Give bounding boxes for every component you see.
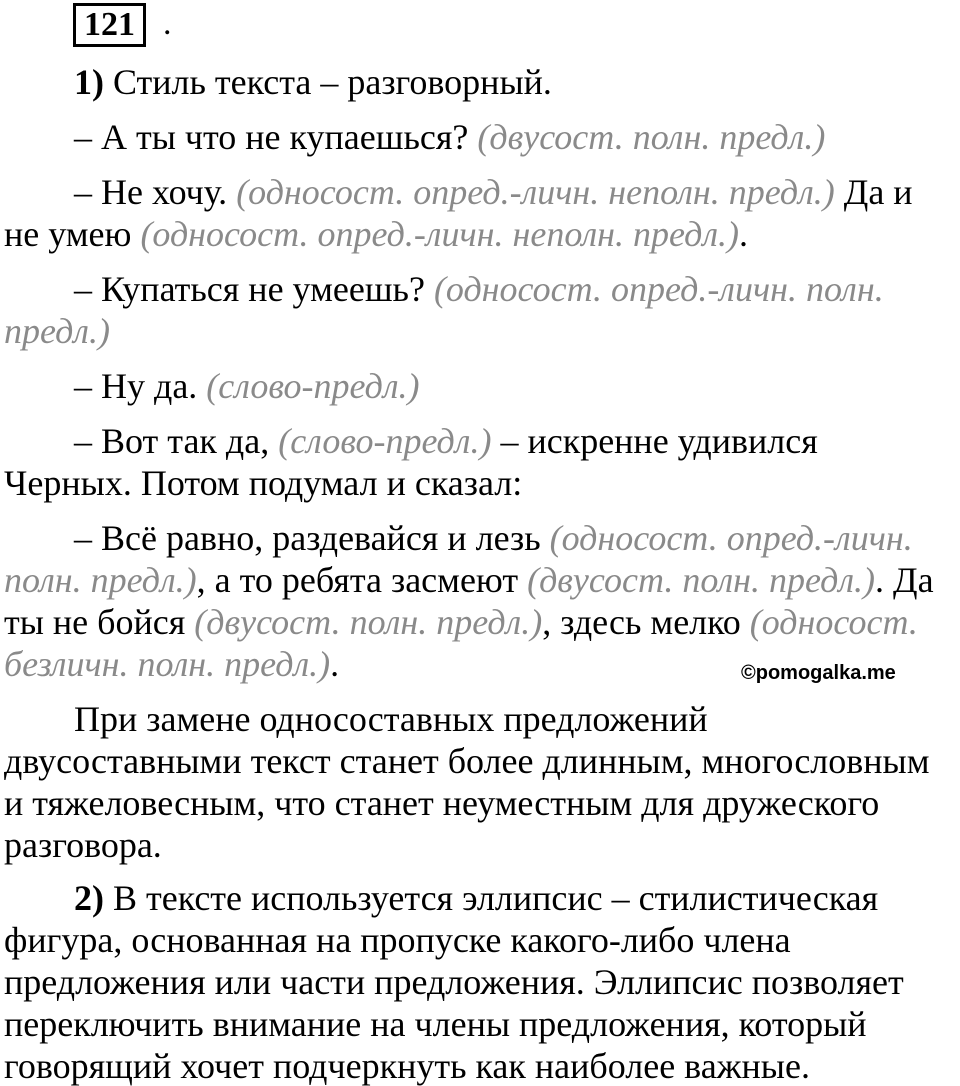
dialogue-text: – Купаться не умеешь? xyxy=(74,269,434,309)
watermark: ©pomogalka.me xyxy=(741,662,896,684)
dialogue-text: – А ты что не купаешься? xyxy=(74,117,478,157)
part1-marker: 1) xyxy=(74,62,104,102)
dialogue-line-5-cont xyxy=(4,463,522,503)
part1-text: Стиль текста – разговорный. xyxy=(104,62,552,102)
grammar-note: полн. предл.) xyxy=(4,560,197,600)
grammar-note: (односост. опред.-личн. xyxy=(549,518,913,558)
conclusion-line-3: и тяжеловесным, что станет неуместным для дружеского xyxy=(4,783,880,823)
grammar-note: (двусост. полн. предл.) xyxy=(194,602,543,642)
part2-line-1 xyxy=(74,878,878,918)
dialogue-text: – Всё равно, раздевайся и лезь xyxy=(74,518,550,558)
dialogue-line-2 xyxy=(74,172,913,212)
dialogue-text: . xyxy=(739,214,749,254)
dialogue-text: ты не бойся xyxy=(4,602,195,642)
dialogue-line-4 xyxy=(74,366,420,406)
dialogue-text: Черных. Потом подумал и сказал: xyxy=(4,463,523,503)
dialogue-text: – Вот так да, xyxy=(74,421,279,461)
part2-line-2: фигура, основанная на пропуске какого-либо члена xyxy=(4,920,791,960)
dialogue-text: Да и xyxy=(834,172,913,212)
grammar-note: предл.) xyxy=(4,311,110,351)
part2-line-5: говорящий хочет подчеркнуть как наиболее важные. xyxy=(4,1046,810,1086)
dialogue-line-3 xyxy=(74,269,884,309)
grammar-note: (двусост. полн. предл.) xyxy=(477,117,826,157)
dialogue-line-6-cont-3 xyxy=(4,644,339,684)
dialogue-text: , а то ребята засмеют xyxy=(196,560,528,600)
conclusion-line-2: двусоставными текст станет более длинным, многословным xyxy=(4,741,930,781)
dialogue-text: – Не хочу. xyxy=(74,172,237,212)
part2-line-4: переключить внимание на члены предложения, который xyxy=(4,1004,867,1044)
dialogue-text: – Ну да. xyxy=(74,366,207,406)
grammar-note: (односост. опред.-личн. неполн. предл.) xyxy=(140,214,740,254)
dialogue-text: . Да xyxy=(875,560,934,600)
dialogue-text: . xyxy=(330,644,340,684)
task-number-box: 121 xyxy=(73,3,146,47)
part2-text: В тексте используется эллипсис – стилистическая xyxy=(104,878,879,918)
part2-marker: 2) xyxy=(74,878,104,918)
dialogue-line-6-cont-1 xyxy=(4,560,934,600)
grammar-note: (двусост. полн. предл.) xyxy=(527,560,876,600)
conclusion-line-4: разговора. xyxy=(4,825,162,865)
part1-heading xyxy=(74,62,552,102)
grammar-note: (односост. опред.-личн. неполн. предл.) xyxy=(236,172,835,212)
dialogue-text: – искренне удивился xyxy=(491,421,818,461)
grammar-note: (односост. опред.-личн. полн. xyxy=(433,269,884,309)
dialogue-line-6 xyxy=(74,518,913,558)
dialogue-line-2-cont xyxy=(4,214,748,254)
conclusion-line-1: При замене односоставных предложений xyxy=(74,699,708,739)
dialogue-text: , здесь мелко xyxy=(542,602,750,642)
dialogue-line-6-cont-2 xyxy=(4,602,918,642)
task-number-dot: . xyxy=(163,5,172,42)
grammar-note: (односост. xyxy=(749,602,918,642)
part2-line-3: предложения или части предложения. Эллипсис позволяет xyxy=(4,962,904,1002)
grammar-note: (слово-предл.) xyxy=(206,366,420,406)
dialogue-line-3-cont xyxy=(4,311,110,351)
dialogue-line-5 xyxy=(74,421,818,461)
dialogue-text: не умею xyxy=(4,214,141,254)
dialogue-line-1 xyxy=(74,117,825,157)
grammar-note: (слово-предл.) xyxy=(278,421,492,461)
grammar-note: безличн. полн. предл.) xyxy=(4,644,331,684)
